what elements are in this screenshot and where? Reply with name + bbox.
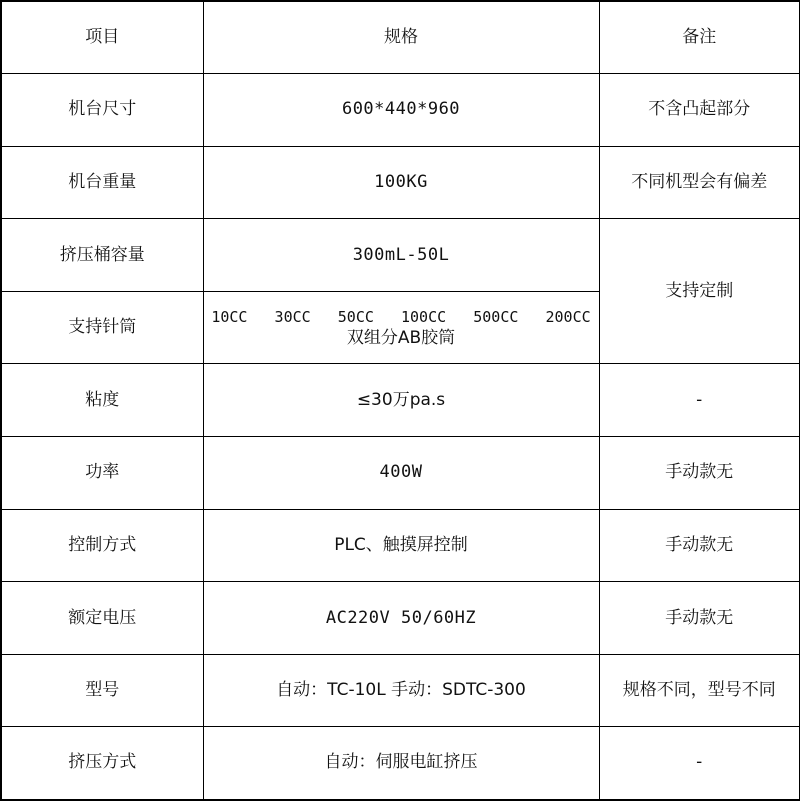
row-note: 规格不同，型号不同 xyxy=(599,654,800,727)
table-row xyxy=(1,509,800,582)
row-spec: 自动：伺服电缸挤压 xyxy=(203,727,599,800)
row-spec: ≤30万pa.s xyxy=(203,364,599,437)
table-row xyxy=(1,437,800,510)
row-spec xyxy=(203,291,599,364)
table-row xyxy=(1,146,800,219)
table-row xyxy=(1,727,800,800)
header-spec: 规格 xyxy=(203,1,599,74)
row-item: 功率 xyxy=(1,437,203,510)
table-row xyxy=(1,654,800,727)
table-row xyxy=(1,74,800,147)
header-note: 备注 xyxy=(599,1,800,74)
header-row xyxy=(1,1,800,74)
row-item: 挤压桶容量 xyxy=(1,219,203,292)
row-spec: 100KG xyxy=(203,146,599,219)
row-item: 型号 xyxy=(1,654,203,727)
row-item: 控制方式 xyxy=(1,509,203,582)
merged-note: 支持定制 xyxy=(599,219,800,364)
row-spec: 600*440*960 xyxy=(203,74,599,147)
row-spec: PLC、触摸屏控制 xyxy=(203,509,599,582)
row-spec: 300mL-50L xyxy=(203,219,599,292)
row-item: 挤压方式 xyxy=(1,727,203,800)
row-note: 手动款无 xyxy=(599,582,800,655)
row-item: 支持针筒 xyxy=(1,291,203,364)
row-spec: AC220V 50/60HZ xyxy=(203,582,599,655)
row-note: - xyxy=(599,364,800,437)
table-row xyxy=(1,219,800,292)
table-row xyxy=(1,364,800,437)
header-item: 项目 xyxy=(1,1,203,74)
row-item: 粘度 xyxy=(1,364,203,437)
row-note: 手动款无 xyxy=(599,509,800,582)
row-note: 不同机型会有偏差 xyxy=(599,146,800,219)
table-row xyxy=(1,582,800,655)
row-spec: 400W xyxy=(203,437,599,510)
row-note: 不含凸起部分 xyxy=(599,74,800,147)
row-item: 机台重量 xyxy=(1,146,203,219)
row-item: 额定电压 xyxy=(1,582,203,655)
row-note: - xyxy=(599,727,800,800)
syringe-sizes: 10CC 30CC 50CC 100CC 500CC 200CC xyxy=(211,307,591,326)
row-note: 手动款无 xyxy=(599,437,800,510)
row-spec: 自动：TC-10L 手动：SDTC-300 xyxy=(203,654,599,727)
syringe-ab-cartridge: 双组分AB胶筒 xyxy=(346,327,456,348)
row-item: 机台尺寸 xyxy=(1,74,203,147)
